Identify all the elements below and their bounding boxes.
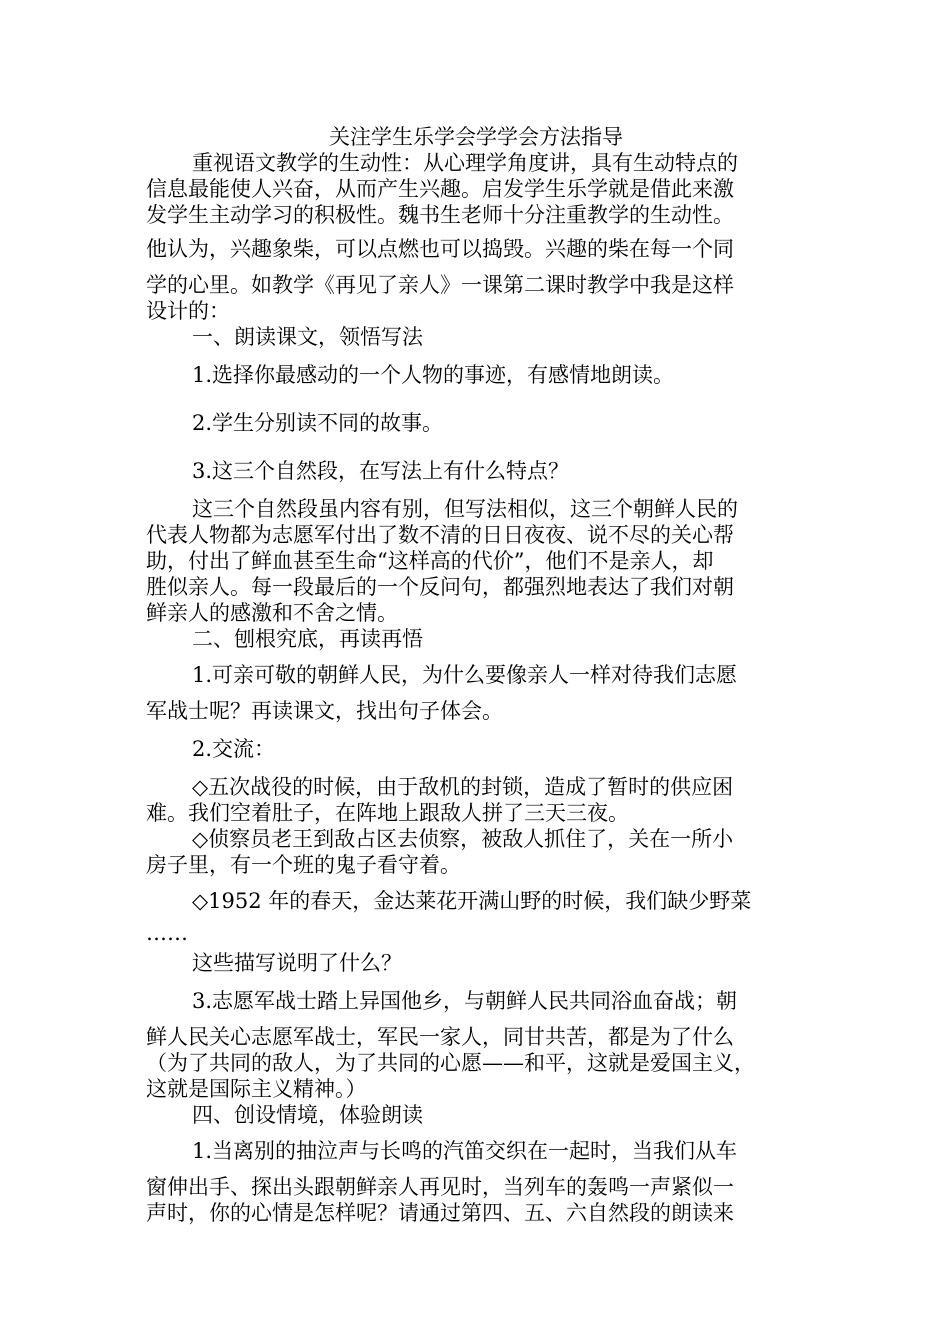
paragraph-line: 重视语文教学的生动性：从心理学角度讲，具有生动特点的: [192, 151, 738, 175]
paragraph-line: 这就是国际主义精神。）: [146, 1077, 367, 1101]
quote-line: ……: [146, 921, 188, 945]
paragraph-line: 鲜人民关心志愿军战士，军民一家人，同甘共苦，都是为了什么: [146, 1025, 734, 1049]
quote-line: ◇五次战役的时候，由于敌机的封锁，造成了暂时的供应困: [192, 775, 734, 799]
paragraph-line: 代表人物都为志愿军付出了数不清的日日夜夜、说不尽的关心帮: [146, 523, 734, 547]
paragraph-line: 他认为，兴趣象柴，可以点燃也可以捣毁。兴趣的柴在每一个同: [146, 237, 734, 261]
list-item: 1.当离别的抽泣声与长鸣的汽笛交织在一起时，当我们从车: [192, 1139, 738, 1163]
paragraph-line: 助，付出了鲜血甚至生命“这样高的代价”，他们不是亲人，却: [146, 549, 714, 573]
paragraph-line: 声时，你的心情是怎样呢？请通过第四、五、六自然段的朗读来: [146, 1201, 734, 1225]
quote-line: 难。我们空着肚子，在阵地上跟敌人拼了三天三夜。: [146, 801, 629, 825]
section-heading: 一、朗读课文，领悟写法: [192, 325, 423, 349]
paragraph-line: （为了共同的敌人，为了共同的心愿——和平，这就是爱国主义，: [146, 1051, 755, 1075]
paragraph-line: 胜似亲人。每一段最后的一个反问句，都强烈地表达了我们对朝: [146, 575, 734, 599]
list-item: 3.这三个自然段，在写法上有什么特点？: [192, 459, 570, 483]
quote-line: ◇侦察员老王到敌占区去侦察，被敌人抓住了，关在一所小: [192, 827, 734, 851]
list-item: 3.志愿军战士踏上异国他乡，与朝鲜人民共同浴血奋战；朝: [192, 989, 738, 1013]
section-heading: 二、刨根究底，再读再悟: [192, 627, 423, 651]
document-title: 关注学生乐学会学学会方法指导: [329, 125, 623, 149]
paragraph-line: 鲜亲人的感激和不舍之情。: [146, 601, 398, 625]
paragraph-line: 信息最能使人兴奋，从而产生兴趣。启发学生乐学就是借此来激: [146, 177, 734, 201]
list-item: 1.可亲可敬的朝鲜人民，为什么要像亲人一样对待我们志愿: [192, 663, 738, 687]
paragraph-line: 这些描写说明了什么？: [192, 951, 402, 975]
paragraph-line: 设计的：: [146, 299, 230, 323]
list-item: 1.选择你最感动的一个人物的事迹，有感情地朗读。: [192, 363, 675, 387]
list-item: 2.学生分别读不同的故事。: [192, 411, 444, 435]
paragraph-line: 这三个自然段虽内容有别，但写法相似，这三个朝鲜人民的: [192, 497, 738, 521]
quote-line: 房子里，有一个班的鬼子看守着。: [146, 853, 461, 877]
paragraph-line: 学的心里。如教学《再见了亲人》一课第二课时教学中我是这样: [146, 273, 734, 297]
quote-line: ◇1952 年的春天，金达莱花开满山野的时候，我们缺少野菜: [192, 889, 752, 913]
paragraph-line: 窗伸出手、探出头跟朝鲜亲人再见时，当列车的轰鸣一声紧似一: [146, 1175, 734, 1199]
list-item: 2.交流：: [192, 737, 276, 761]
paragraph-line: 发学生主动学习的积极性。魏书生老师十分注重教学的生动性。: [146, 203, 734, 227]
paragraph-line: 军战士呢？再读课文，找出句子体会。: [146, 699, 503, 723]
section-heading: 四、创设情境，体验朗读: [192, 1103, 423, 1127]
